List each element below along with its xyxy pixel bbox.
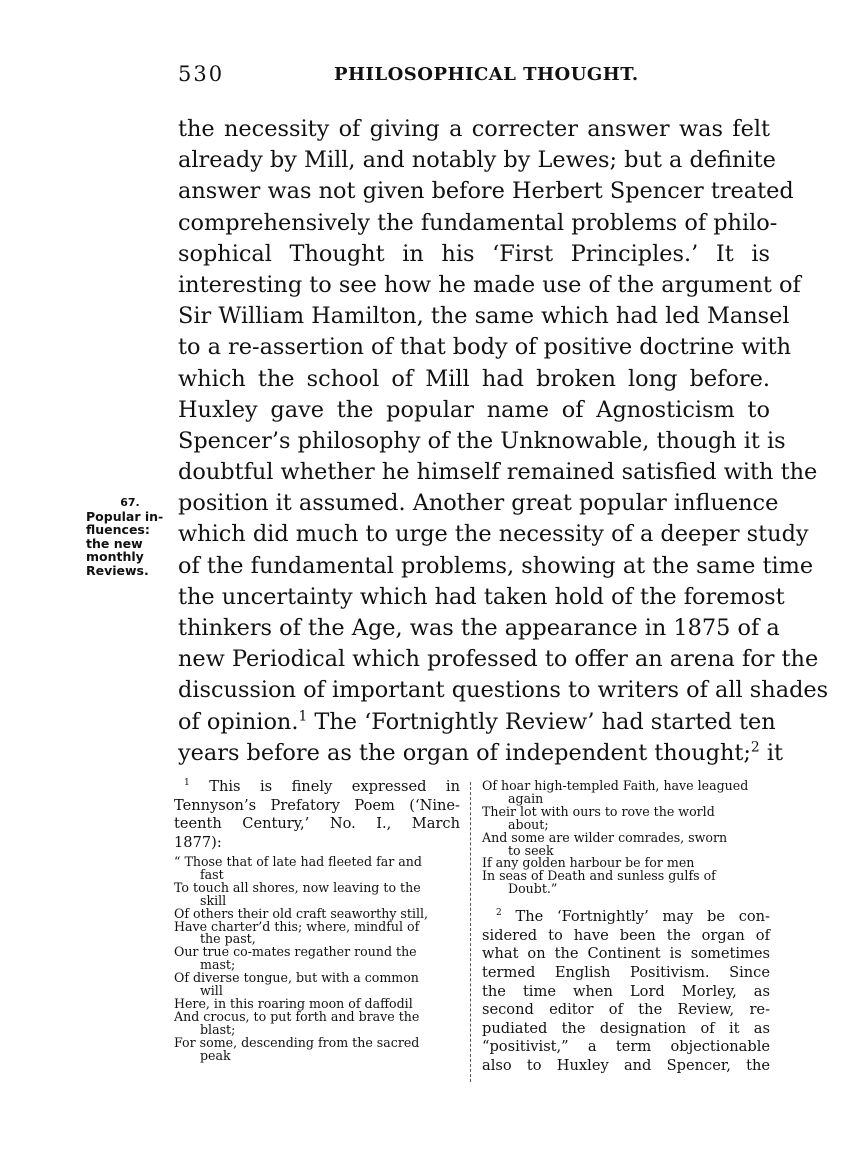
body-line: new Periodical which professed to offer an arena for the — [178, 646, 819, 673]
poem-line: again — [508, 790, 544, 806]
poem-line: Our true co-mates regather round the — [174, 944, 417, 960]
poem-line: If any golden harbour be for men — [482, 855, 695, 871]
footnote-column-left — [174, 778, 460, 1063]
poem-line: Of others their old craft seaworthy still, — [174, 905, 429, 921]
footnote-line: $^1$ This is finely expressed in — [184, 778, 460, 795]
body-line: answer was not given before Herbert Spencer treated — [178, 178, 794, 205]
footnote-line: “positivist,” a term objectionable — [482, 1038, 770, 1056]
body-line-with-footnote-ref: of opinion.$^1$ The ‘Fortnightly Review’ had started ten — [178, 708, 776, 735]
body-line: Spencer’s philosophy of the Unknowable, though it is — [178, 427, 786, 454]
poem-line: Of diverse tongue, but with a common — [174, 970, 419, 986]
poem-line: mast; — [200, 957, 236, 973]
footnote-line: teenth Century,’ No. I., March — [174, 815, 460, 832]
body-line: thinkers of the Age, was the appearance in 1875 of a — [178, 615, 780, 641]
body-line: discussion of important questions to writers of all shades — [178, 677, 829, 704]
poem-line: blast; — [200, 1021, 236, 1037]
body-line: Huxley gave the popular name of Agnosticism to — [178, 396, 770, 423]
body-line: which did much to urge the necessity of a deeper study — [178, 521, 809, 548]
poem-line: skill — [200, 892, 227, 908]
body-line: to a re-assertion of that body of positive doctrine with — [178, 334, 791, 361]
poem-line: fast — [200, 866, 224, 882]
poem-line: Doubt.” — [508, 881, 558, 897]
poem-line: the past, — [200, 931, 256, 947]
footnote-marker-1: 1 — [184, 778, 190, 789]
footnote-line: second editor of the Review, re- — [482, 1001, 770, 1019]
footnote-line: the time when Lord Morley, as — [482, 982, 770, 1000]
body-line: already by Mill, and notably by Lewes; but a definite — [178, 147, 776, 174]
body-line: which the school of Mill had broken long before. — [178, 365, 770, 392]
poem-line: And crocus, to put forth and brave the — [174, 1008, 420, 1024]
body-line: interesting to see how he made use of the argument of — [178, 271, 801, 298]
poem-line: Their lot with ours to rove the world — [482, 803, 715, 819]
margin-note-line: Popular in- — [86, 508, 164, 524]
margin-note — [86, 496, 170, 578]
footnote-ref-1: 1 — [298, 708, 308, 725]
poem-line: Here, in this roaring moon of daffodil — [174, 995, 413, 1011]
poem-line: For some, descending from the sacred — [174, 1034, 420, 1050]
footnote-ref-2: 2 — [750, 739, 760, 756]
body-line: of the fundamental problems, showing at the same time — [178, 552, 814, 579]
page-number: 530 — [178, 62, 225, 86]
poem-line: “ Those that of late had fleeted far and — [174, 854, 422, 869]
poem-line: Have charter’d this; where, mindful of — [174, 918, 420, 934]
footnote-line: Tennyson’s Prefatory Poem (‘Nine- — [174, 796, 460, 814]
poem-line: peak — [200, 1047, 231, 1063]
poem-line: In seas of Death and sunless gulfs of — [482, 868, 716, 884]
body-line: comprehensively the fundamental problems of philo- — [178, 209, 778, 236]
poem-line: about; — [508, 816, 549, 832]
section-number: 67. — [120, 496, 140, 509]
footnote-line: $^2$ The ‘Fortnightly’ may be con- — [496, 908, 770, 926]
body-line: the necessity of giving a correcter answer was felt — [178, 116, 770, 142]
footnote-marker-2: 2 — [496, 908, 502, 919]
body-line-with-footnote-ref: years before as the organ of independent thought;$^2$ it — [178, 739, 784, 766]
footnote-line: what on the Continent is sometimes — [482, 945, 770, 963]
footnote-line: termed English Positivism. Since — [482, 963, 770, 981]
body-line: the uncertainty which had taken hold of the foremost — [178, 583, 785, 610]
poem-line: will — [200, 983, 223, 999]
footnote-column-right — [482, 778, 770, 1076]
margin-note-line: Reviews. — [86, 562, 149, 578]
poem-line: And some are wilder comrades, sworn — [482, 829, 728, 845]
poem-line: Of hoar high-templed Faith, have leagued — [482, 778, 749, 793]
poem-line: To touch all shores, now leaving to the — [174, 879, 421, 895]
margin-note-line: fluences: — [86, 522, 150, 538]
footnote-line: also to Huxley and Spencer, the — [482, 1056, 770, 1074]
body-line: position it assumed. Another great popular influence — [178, 490, 779, 517]
body-line: sophical Thought in his ‘First Principles.’ It is — [178, 240, 770, 267]
footnote-line: sidered to have been the organ of — [482, 926, 770, 944]
footnote-line: pudiated the designation of it as — [482, 1019, 770, 1037]
body-line: doubtful whether he himself remained satisfied with the — [178, 459, 818, 486]
page-header — [178, 62, 770, 92]
running-head: PHILOSOPHICAL THOUGHT. — [334, 64, 639, 85]
footnote-1-poem-part-2 — [482, 780, 770, 896]
main-body-text — [178, 114, 829, 769]
poem-line: to seek — [508, 842, 554, 858]
footnote-1-poem-part-1 — [174, 856, 460, 1063]
margin-note-line: the new — [86, 535, 143, 551]
footnote-1-intro — [174, 778, 460, 852]
footnote-line: 1877): — [174, 833, 222, 851]
footnote-2 — [482, 908, 770, 1075]
margin-note-line: monthly — [86, 549, 144, 565]
column-divider — [470, 782, 471, 1082]
body-line: Sir William Hamilton, the same which had led Mansel — [178, 303, 790, 330]
